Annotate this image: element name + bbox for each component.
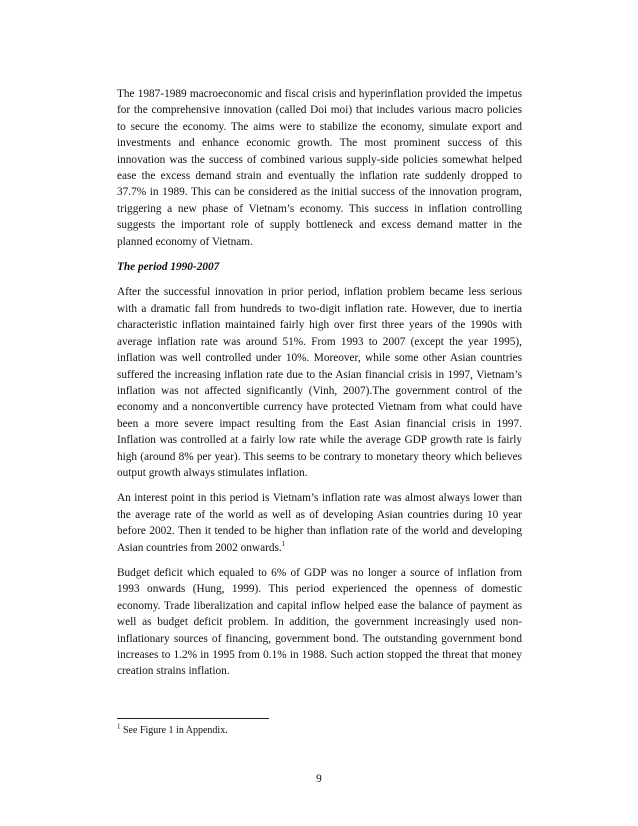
footnote-reference[interactable]: 1 xyxy=(281,539,286,548)
paragraph-budget-deficit: Budget deficit which equaled to 6% of GDP was no longer a source of inflation from 1993 onwards (Hung, 1999). This period experienced the openness of domestic economy. Trade liberalization and capital inflow helped ease the balance of payment as well as budget deficit problem. In addition, the government increasingly used non-inflationary sources of financing, government bond. The outstanding government bond increases to 1.2% in 1995 from 0.1% in 1988. Such action stopped the threat that money creation strains inflation. xyxy=(117,566,522,678)
paragraph-doi-moi: The 1987-1989 macroeconomic and fiscal crisis and hyperinflation provided the impetus for the comprehensive innovation (called Doi moi) that includes various macro policies to secure the economy. The aims were to stabilize the economy, simulate export and investments and enhance economic growth. The most prominent success of this innovation was the success of combined various supply-side policies somewhat helped ease the excess demand strain and eventually the inflation rate suddenly dropped to 37.7% in 1989. This can be considered as the initial success of the innovation program, triggering a new phase of Vietnam’s economy. This success in inflation controlling suggests the important role of supply bottleneck and excess demand matter in the planned economy of Vietnam. xyxy=(117,88,522,248)
footnote-text: See Figure 1 in Appendix. xyxy=(120,725,228,736)
page-body xyxy=(117,86,522,689)
footnote-mark: 1 xyxy=(117,722,121,731)
paragraph-interest-point-text: An interest point in this period is Vietnam’s inflation rate was almost always lower than the average rate of the world as well as of developing Asian countries during 10 year before 2002. Then it tended to be higher than inflation rate of the world and developing Asian countries from 2002 onwards. xyxy=(117,492,522,554)
footnote-divider xyxy=(117,718,269,719)
section-heading: The period 1990-2007 xyxy=(117,261,220,274)
footnote xyxy=(117,724,522,737)
paragraph-interest-point xyxy=(117,490,522,556)
page-number: 9 xyxy=(316,773,322,785)
paragraph-period-1990-2007: After the successful innovation in prior period, inflation problem became less serious with a dramatic fall from hundreds to two-digit inflation rate. However, due to inertia characteristic inflation maintained fairly high over first three years of the 1990s with average inflation rate was around 51%. From 1993 to 2007 (except the year 1995), inflation was well controlled under 10%. Moreover, while some other Asian countries suffered the increasing inflation rate due to the Asian financial crisis in 1997, Vietnam’s inflation was not affected significantly (Vinh, 2007).The government control of the economy and a nonconvertible currency have protected Vietnam from what could have been a more severe impact resulting from the East Asian financial crisis in 1997. Inflation was controlled at a fairly low rate while the average GDP growth rate is fairly high (around 8% per year). This seems to be contrary to monetary theory which believes output growth always stimulates inflation. xyxy=(117,286,522,479)
